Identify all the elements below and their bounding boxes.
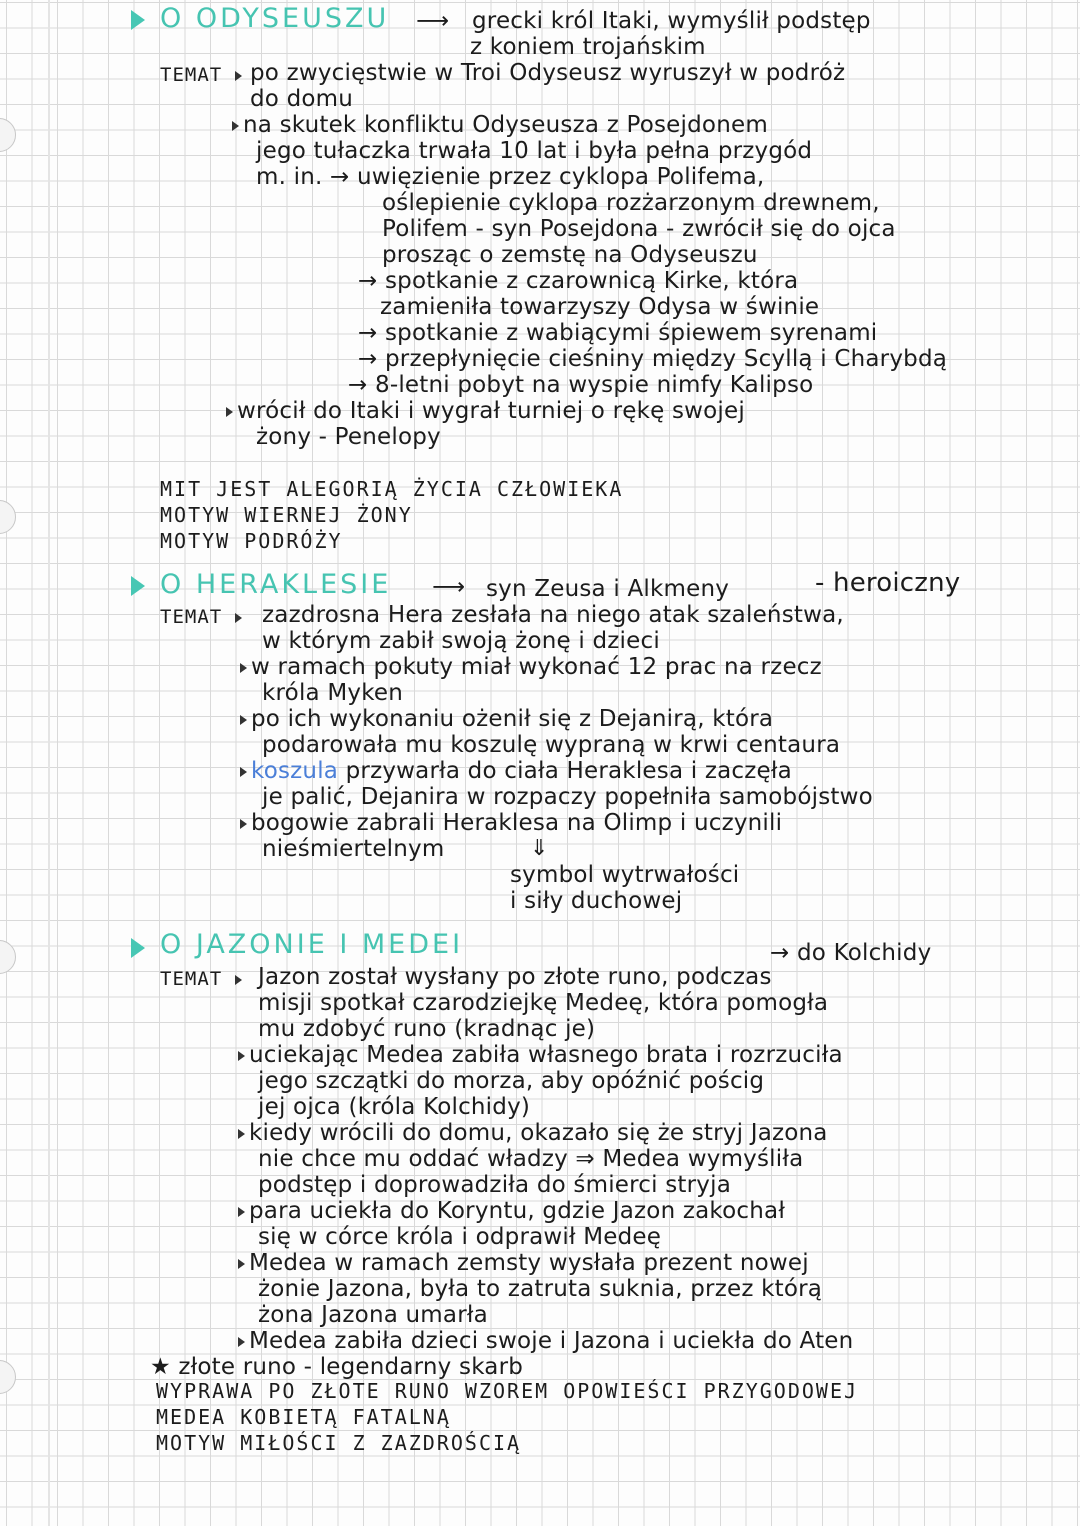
tema-label: TEMAT (160, 62, 246, 88)
jaz-line: para uciekła do Koryntu, gdzie Jazon zakochał (238, 1198, 785, 1224)
odys-line: m. in. → uwięzienie przez cyklopa Polifema, (256, 164, 765, 190)
odys-line: jego tułaczka trwała 10 lat i była pełna przygód (256, 138, 813, 164)
section-title-jazon: O JAZONIE I MEDEI (160, 929, 464, 960)
section-title-herakles: O HERAKLESIE (160, 569, 392, 600)
symbol-arrow: ⇓ (530, 836, 549, 861)
heading-arrow: ⟶ (416, 8, 450, 34)
herak-line: króla Myken (262, 680, 404, 706)
tema-label: TEMAT (160, 604, 246, 630)
herak-symbol: i siły duchowej (510, 888, 683, 914)
jaz-line: nie chce mu oddać władzy ⇒ Medea wymyśliła (258, 1146, 804, 1172)
herak-line: w którym zabił swoją żonę i dzieci (262, 628, 660, 654)
heading-bullet-icon (131, 938, 145, 958)
punch-hole (0, 1360, 16, 1394)
odys-line: prosząc o zemstę na Odyseuszu (382, 242, 758, 268)
herak-line: po ich wykonaniu ożenił się z Dejanirą, która (240, 706, 773, 732)
odys-line: żony - Penelopy (256, 424, 441, 450)
herak-line: nieśmiertelnym (262, 836, 445, 862)
jaz-line: się w córce króla i odprawił Medeę (258, 1224, 662, 1250)
herak-desc: syn Zeusa i Alkmeny (486, 576, 730, 602)
jaz-line: podstęp i doprowadziła do śmierci stryja (258, 1172, 731, 1198)
odys-desc-2: z koniem trojańskim (470, 34, 706, 60)
jaz-line: jego szczątki do morza, aby opóźnić pościg (258, 1068, 765, 1094)
odys-line: oślepienie cyklopa rozżarzonym drewnem, (382, 190, 880, 216)
odys-line: po zwycięstwie w Troi Odyseusz wyruszył w podróż (250, 60, 846, 86)
jaz-line: Medea w ramach zemsty wysłała prezent nowej (238, 1250, 809, 1276)
jaz-line: uciekając Medea zabiła własnego brata i rozrzuciła (238, 1042, 843, 1068)
odys-line: → 8-letni pobyt na wyspie nimfy Kalipso (348, 372, 814, 398)
jaz-note: MEDEA KOBIETĄ FATALNĄ (156, 1405, 451, 1429)
herak-line: podarowała mu koszulę wypraną w krwi centaura (262, 732, 841, 758)
jaz-note: MOTYW MIŁOŚCI Z ZAZDROŚCIĄ (156, 1431, 522, 1455)
odys-line: → spotkanie z wabiącymi śpiewem syrenami (358, 320, 878, 346)
odys-note: MIT JEST ALEGORIĄ ŻYCIA CZŁOWIEKA (160, 477, 624, 501)
jaz-line: Medea zabiła dzieci swoje i Jazona i uciekła do Aten (238, 1328, 853, 1354)
jaz-line: żona Jazona umarła (258, 1302, 488, 1328)
jaz-line: kiedy wrócili do domu, okazało się że stryj Jazona (238, 1120, 828, 1146)
odys-note: MOTYW WIERNEJ ŻONY (160, 503, 413, 527)
odys-line: zamieniła towarzyszy Odysa w świnie (380, 294, 820, 320)
odys-line: Polifem - syn Posejdona - zwrócił się do ojca (382, 216, 896, 242)
heading-bullet-icon (131, 10, 145, 30)
odys-line: na skutek konfliktu Odyseusza z Posejdonem (232, 112, 768, 138)
herak-extra: - heroiczny (815, 568, 961, 598)
jaz-line: Jazon został wysłany po złote runo, podczas (258, 964, 772, 990)
odys-line: wrócił do Itaki i wygrał turniej o rękę swojej (226, 398, 745, 424)
herak-symbol: symbol wytrwałości (510, 862, 740, 888)
herak-line: w ramach pokuty miał wykonać 12 prac na rzecz (240, 654, 822, 680)
herak-line: koszula przywarła do ciała Heraklesa i zaczęła (240, 758, 792, 784)
section-title-odyseusz: O ODYSEUSZU (160, 3, 390, 34)
odys-desc-1: grecki król Itaki, wymyślił podstęp (472, 8, 871, 34)
jaz-note: WYPRAWA PO ZŁOTE RUNO WZOREM OPOWIEŚCI PRZYGODOWEJ (156, 1379, 859, 1403)
odys-note: MOTYW PODRÓŻY (160, 529, 343, 553)
punch-hole (0, 500, 16, 534)
jaz-line: jej ojca (króla Kolchidy) (258, 1094, 531, 1120)
heading-arrow: ⟶ (432, 574, 466, 600)
heading-bullet-icon (131, 576, 145, 596)
jaz-line: żonie Jazona, była to zatruta suknia, przez którą (258, 1276, 823, 1302)
jaz-star-note: ★ złote runo - legendarny skarb (150, 1354, 524, 1380)
herak-line: je palić, Dejanira w rozpaczy popełniła samobójstwo (262, 784, 873, 810)
tema-label: TEMAT (160, 966, 246, 992)
jaz-note-top: → do Kolchidy (770, 940, 932, 966)
jaz-line: mu zdobyć runo (kradnąc je) (258, 1016, 596, 1042)
margin-line (48, 0, 50, 1526)
odys-line: → spotkanie z czarownicą Kirke, która (358, 268, 799, 294)
odys-line: do domu (250, 86, 354, 112)
punch-hole (0, 118, 16, 152)
herak-line: bogowie zabrali Heraklesa na Olimp i uczynili (240, 810, 782, 836)
herak-line: zazdrosna Hera zesłała na niego atak szaleństwa, (262, 602, 844, 628)
jaz-line: misji spotkał czarodziejkę Medeę, która pomogła (258, 990, 829, 1016)
punch-hole (0, 940, 16, 974)
odys-line: → przepłynięcie cieśniny między Scyllą i Charybdą (358, 346, 948, 372)
